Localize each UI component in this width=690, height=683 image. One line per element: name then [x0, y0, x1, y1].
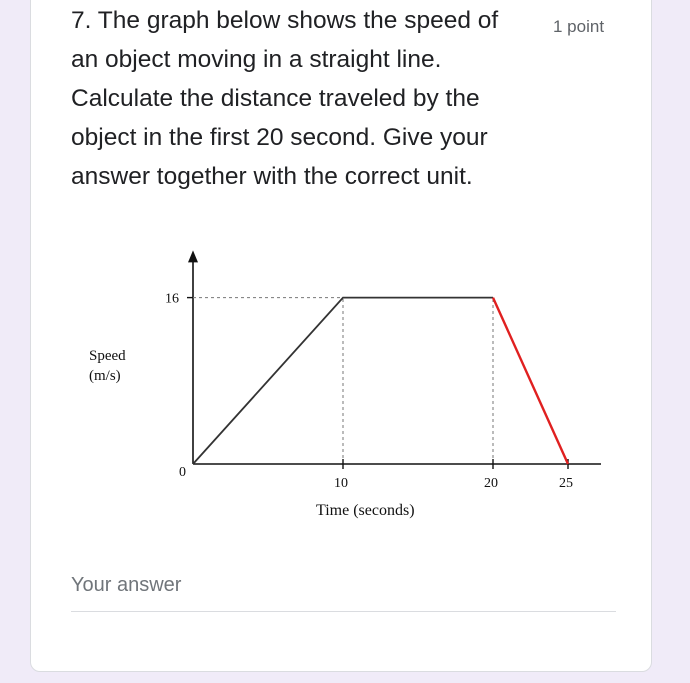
- y-tick-label-16: 16: [165, 291, 179, 307]
- question-card: [30, 0, 652, 672]
- y-axis-arrow: [188, 250, 198, 262]
- speed-time-graph: [81, 244, 601, 534]
- x-tick-label-25: 25: [559, 476, 573, 491]
- points-label: 1 point: [553, 17, 605, 36]
- y-axis-label-line2: (m/s): [89, 368, 121, 384]
- x-tick-label-10: 10: [334, 476, 348, 491]
- y-axis-label-line1: Speed: [89, 348, 126, 364]
- x-axis-label: Time (seconds): [316, 502, 415, 519]
- origin-label: 0: [179, 465, 186, 480]
- question-text: 7. The graph below shows the speed of an object moving in a straight line. Calculate the distance traveled by the object in the first 20 second. Give your answer together with the correct unit.: [71, 7, 499, 190]
- answer-input[interactable]: [71, 574, 616, 612]
- series-line-1: [493, 298, 568, 464]
- x-tick-label-20: 20: [484, 476, 498, 491]
